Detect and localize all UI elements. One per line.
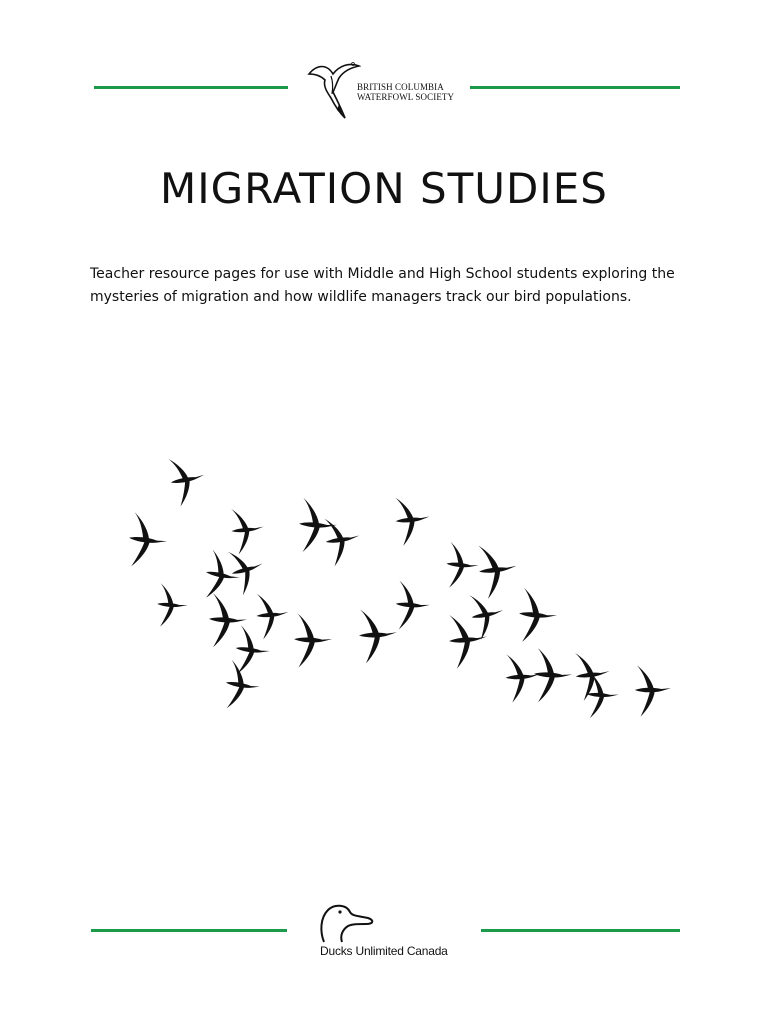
page-title: MIGRATION STUDIES [160,164,608,213]
top-right-divider [470,86,680,89]
bird-flock-illustration [100,455,680,735]
bottom-right-divider [481,929,680,932]
bcws-name [357,82,454,102]
bcws-logo [303,58,463,120]
top-left-divider [94,86,288,89]
bcws-name-line1: BRITISH COLUMBIA [357,82,444,92]
gull-bird-icon [303,58,361,120]
ducks-unlimited-logo [318,902,448,962]
intro-paragraph: Teacher resource pages for use with Middle and High School students exploring the mysteries of migration and how wildlife managers track our bird populations. [90,266,675,305]
bottom-left-divider [91,929,287,932]
bcws-name-line2: WATERFOWL SOCIETY [357,92,455,102]
ducks-unlimited-name: Ducks Unlimited Canada [320,944,448,958]
duck-head-icon [318,902,378,944]
